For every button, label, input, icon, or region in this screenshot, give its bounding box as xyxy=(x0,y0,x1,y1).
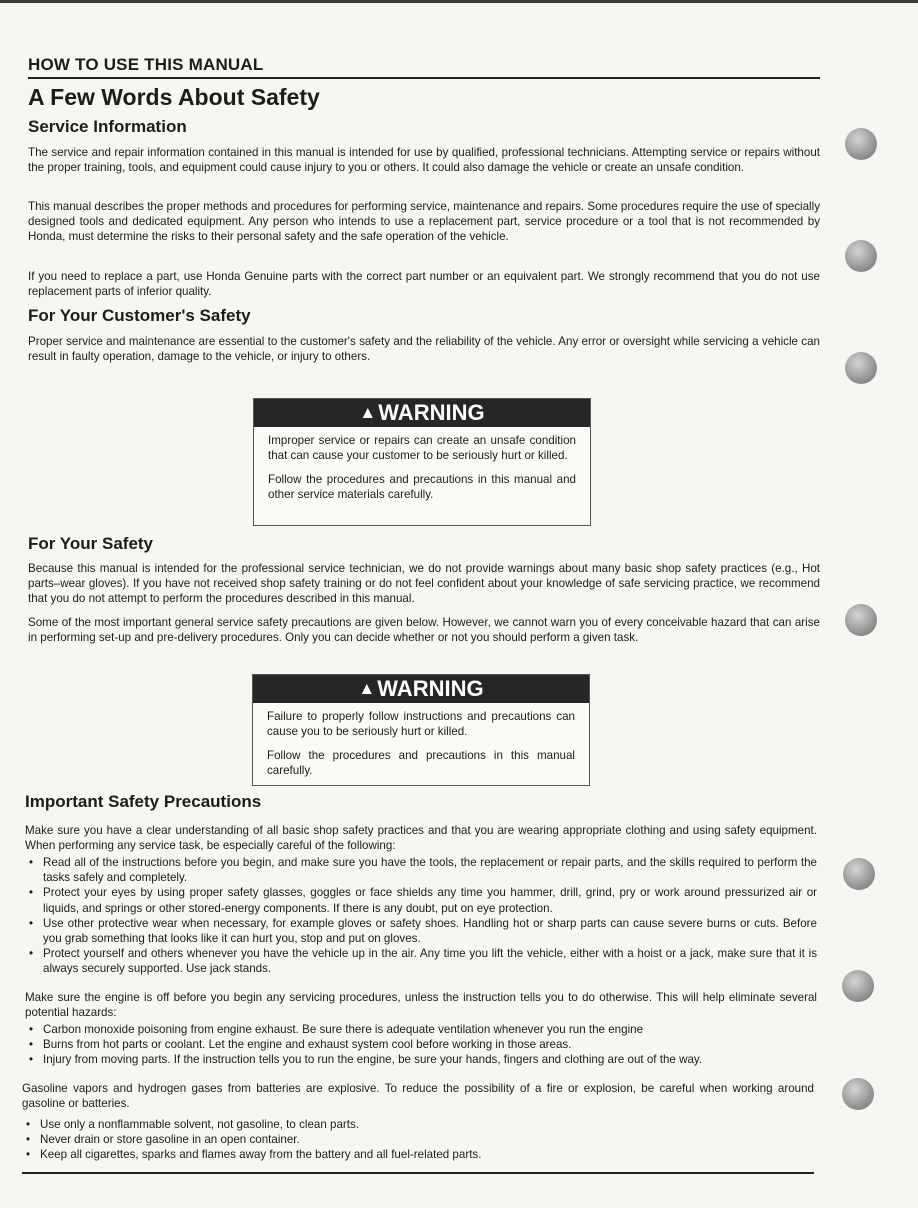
precautions-list-1 xyxy=(25,855,817,977)
service-info-paragraph-2: This manual describes the proper methods and procedures for performing service, maintenance and repairs. Some procedures require the use of specially designed tools and dedicated equipment. Any person who intends to use a replacement part, service procedure or a tool that is not recommended by Honda, must determine the risks to their personal safety and the safe operation of the vehicle. xyxy=(28,200,821,244)
section-header: HOW TO USE THIS MANUAL xyxy=(28,55,820,79)
top-edge-line xyxy=(0,0,918,3)
your-safety-paragraph-1: Because this manual is intended for the professional service technician, we do not provide warnings about many basic shop safety practices (e.g., Hot parts–wear gloves). If you have not received shop safety training or do not feel confident about your knowledge of safe servicing practice, we recommend that you do not attempt to perform the procedures described in this manual. xyxy=(28,562,820,606)
binder-hole-icon xyxy=(843,858,875,890)
gasoline-list xyxy=(22,1117,814,1163)
warning-triangle-icon: ▲ xyxy=(359,403,377,422)
precautions-heading: Important Safety Precautions xyxy=(25,792,262,811)
binder-hole-icon xyxy=(842,970,874,1002)
list-item: • Protect your eyes by using proper safety glasses, goggles or face shields any time you hammer, drill, grind, pry or work around pressurized air or liquids, and springs or other stored-energy components. If there is any doubt, put on eye protection. xyxy=(25,885,817,915)
service-info-paragraph-3: If you need to replace a part, use Honda Genuine parts with the correct part number or an equivalent part. We strongly recommend that you do not use replacement parts of inferior quality. xyxy=(28,270,820,299)
list-item: • Read all of the instructions before you begin, and make sure you have the tools, the replacement or repair parts, and the skills required to perform the tasks safely and completely. xyxy=(25,855,817,885)
precautions-intro: Make sure you have a clear understanding of all basic shop safety practices and that you are wearing appropriate clothing and using safety equipment. When performing any service task, be especially careful of the following: xyxy=(25,824,817,853)
list-item: • Protect yourself and others whenever you have the vehicle up in the air. Any time you lift the vehicle, either with a hoist or a jack, make sure that it is always securely supported. Use jack stands. xyxy=(25,946,817,976)
warning-banner-2 xyxy=(253,675,589,703)
customer-safety-heading: For Your Customer's Safety xyxy=(28,306,251,325)
warning-1-text-2: Follow the procedures and precautions in this manual and other service materials carefully. xyxy=(268,473,576,501)
engine-off-paragraph: Make sure the engine is off before you begin any servicing procedures, unless the instruction tells you to do otherwise. This will help eliminate several potential hazards: xyxy=(25,991,817,1020)
list-item: • Injury from moving parts. If the instruction tells you to run the engine, be sure your hands, fingers and clothing are out of the way. xyxy=(25,1052,817,1067)
warning-box-2 xyxy=(252,674,590,786)
service-info-heading: Service Information xyxy=(28,117,187,136)
warning-banner-1 xyxy=(254,399,590,427)
customer-safety-paragraph: Proper service and maintenance are essential to the customer's safety and the reliability of the vehicle. Any error or oversight while servicing a vehicle can result in faulty operation, damage to the vehicle, or injury to others. xyxy=(28,335,820,364)
warning-2-text-2: Follow the procedures and precautions in this manual carefully. xyxy=(267,749,575,777)
your-safety-heading: For Your Safety xyxy=(28,534,154,553)
binder-hole-icon xyxy=(845,128,877,160)
binder-hole-icon xyxy=(842,1078,874,1110)
binder-hole-icon xyxy=(845,352,877,384)
gasoline-paragraph: Gasoline vapors and hydrogen gases from batteries are explosive. To reduce the possibility of a fire or explosion, be careful when working around gasoline or batteries. xyxy=(22,1082,814,1111)
warning-2-text-1: Failure to properly follow instructions and precautions can cause you to be seriously hurt or killed. xyxy=(267,710,575,738)
warning-label: WARNING xyxy=(378,400,485,425)
service-info-paragraph-1: The service and repair information contained in this manual is intended for use by qualified, professional technicians. Attempting service or repairs without the proper training, tools, and equipment could cause injury to you or others. It could also damage the vehicle or create an unsafe condition. xyxy=(28,146,820,175)
page-title: A Few Words About Safety xyxy=(28,84,320,110)
list-item: • Keep all cigarettes, sparks and flames away from the battery and all fuel-related parts. xyxy=(22,1147,814,1162)
warning-triangle-icon: ▲ xyxy=(358,679,376,698)
bottom-rule xyxy=(22,1172,814,1174)
binder-hole-icon xyxy=(845,604,877,636)
list-item: • Use only a nonflammable solvent, not gasoline, to clean parts. xyxy=(22,1117,814,1132)
warning-box-1 xyxy=(253,398,591,526)
warning-label: WARNING xyxy=(377,676,484,701)
list-item: • Burns from hot parts or coolant. Let the engine and exhaust system cool before working in those areas. xyxy=(25,1037,817,1052)
hazards-list xyxy=(25,1022,817,1068)
your-safety-paragraph-2: Some of the most important general service safety precautions are given below. However, we cannot warn you of every conceivable hazard that can arise in performing set-up and pre-delivery procedures. Only you can decide whether or not you should perform a given task. xyxy=(28,616,820,645)
binder-hole-icon xyxy=(845,240,877,272)
list-item: • Never drain or store gasoline in an open container. xyxy=(22,1132,814,1147)
list-item: • Use other protective wear when necessary, for example gloves or safety shoes. Handling hot or sharp parts can cause severe burns or cuts. Before you grab something that looks like it can hurt you, stop and put on gloves. xyxy=(25,916,817,946)
list-item: • Carbon monoxide poisoning from engine exhaust. Be sure there is adequate ventilation whenever you run the engine xyxy=(25,1022,817,1037)
warning-1-text-1: Improper service or repairs can create an unsafe condition that can cause your customer to be seriously hurt or killed. xyxy=(268,434,576,462)
